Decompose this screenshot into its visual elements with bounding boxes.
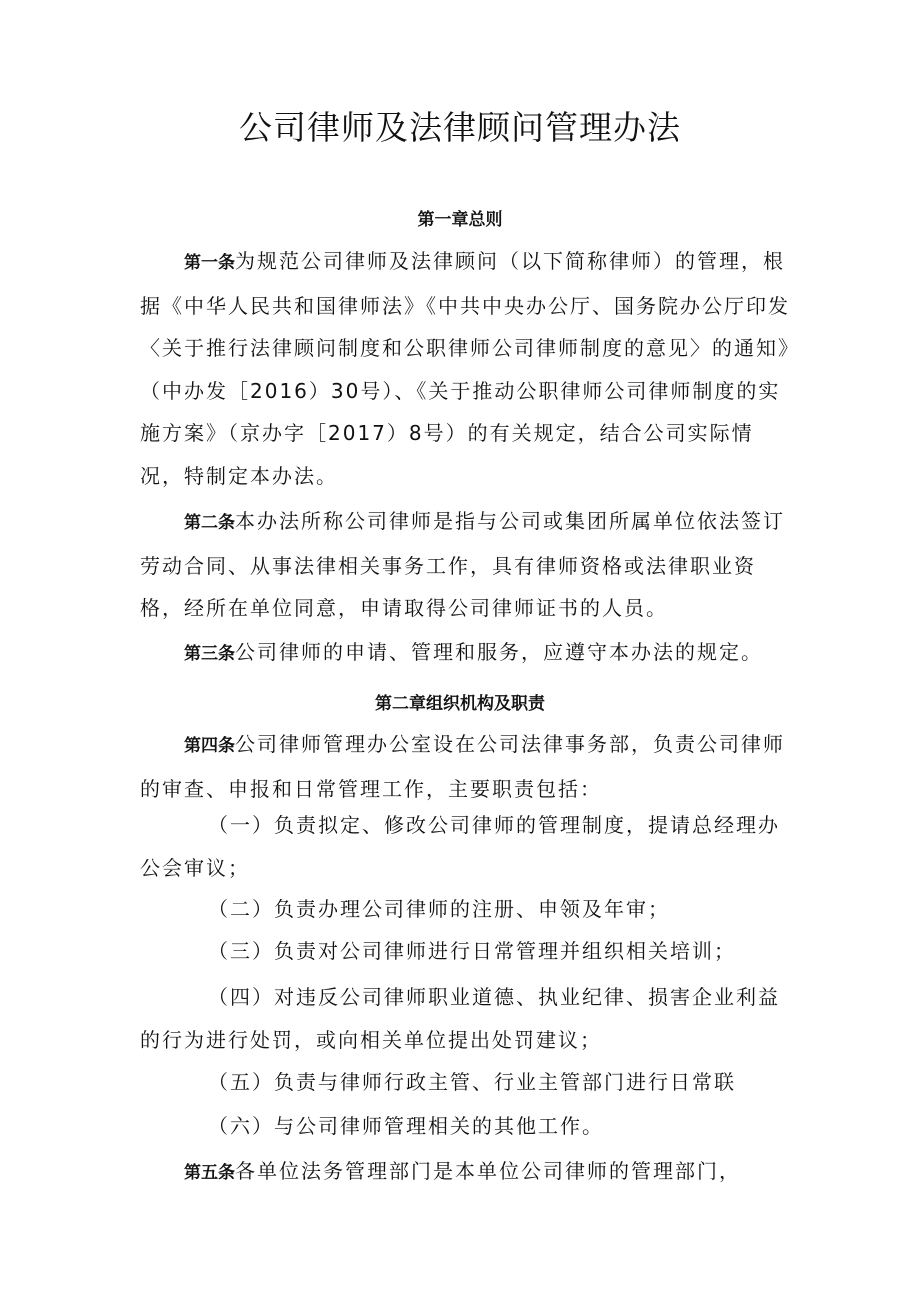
article-label: 第二条 [184,513,235,533]
chapter-heading: 第二章组织机构及职责 [375,694,545,714]
document-title: 公司律师及法律顾问管理办法 [239,108,681,147]
article-label: 第三条 [184,644,235,664]
duty-item: （五）负责与律师行政主管、行业主管部门进行日常联 [208,1070,736,1094]
article-text: 为规范公司律师及法律顾问（以下简称律师）的管理，根据《中华人民共和国律师法》《中共中央办公厅、国务院办公厅印发〈关于推行法律顾问制度和公职律师公司律师制度的意见〉的通知》（中办发［2016）30号）、《关于推动公职律师公司律师制度的实施方案》（京办字［2017）8号）的有关规定，结合公司实际情况，特制定本办法。 [140,249,790,488]
article-text: 各单位法务管理部门是本单位公司律师的管理部门， [235,1159,741,1183]
article-paragraph [140,240,790,497]
duty-item: （一）负责拟定、修改公司律师的管理制度，提请总经理办公会审议； [140,813,780,880]
article-paragraph [140,631,790,676]
chapter-heading: 第一章总则 [417,210,503,230]
article-paragraph [140,500,790,630]
duty-item: （二）负责办理公司律师的注册、申领及年审； [208,897,670,921]
article-text: 本办法所称公司律师是指与公司或集团所属单位依法签订劳动合同、从事法律相关事务工作，具有律师资格或法律职业资格，经所在单位同意，申请取得公司律师证书的人员。 [140,509,785,620]
article-paragraph [140,1150,790,1195]
article-paragraph [140,723,790,810]
article-text: 公司律师的申请、管理和服务，应遵守本办法的规定。 [235,640,763,664]
duty-item: （四）对违反公司律师职业道德、执业纪律、损害企业利益的行为进行处罚，或向相关单位提出处罚建议； [140,985,780,1052]
article-label: 第五条 [184,1163,235,1183]
duty-item: （六）与公司律师管理相关的其他工作。 [208,1114,604,1138]
article-label: 第一条 [184,253,235,273]
article-text: 公司律师管理办公室设在公司法律事务部，负责公司律师的审查、申报和日常管理工作，主要职责包括： [140,732,785,801]
article-label: 第四条 [184,736,235,756]
duty-item: （三）负责对公司律师进行日常管理并组织相关培训； [208,939,736,963]
